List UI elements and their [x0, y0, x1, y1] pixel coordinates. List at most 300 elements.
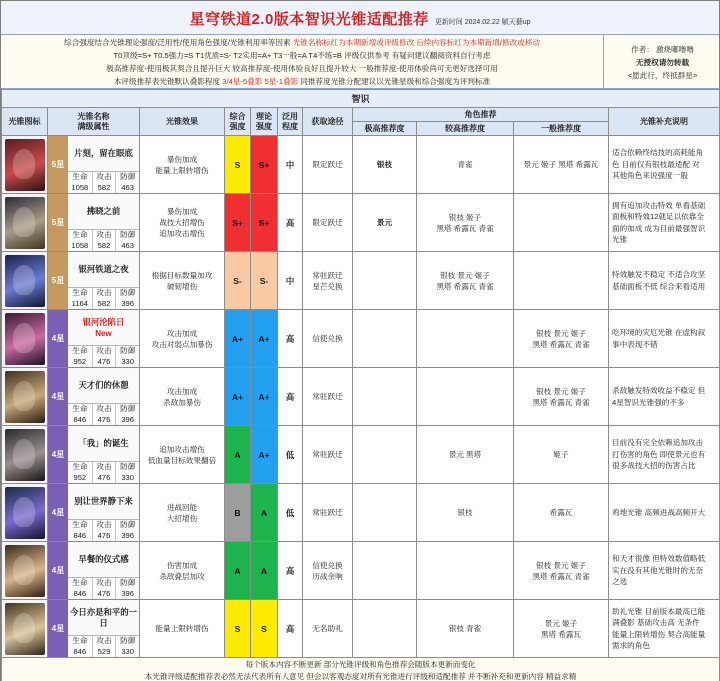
source-cell — [303, 600, 353, 658]
lightcone-name — [68, 252, 139, 287]
stat-def: 330 — [115, 357, 139, 368]
col-normal: 一般推荐度 — [514, 122, 609, 136]
table-body — [2, 136, 720, 658]
stat-hp: 846 — [73, 646, 87, 656]
comment-cell — [609, 252, 720, 310]
section-title: 智识 — [2, 90, 720, 108]
star-badge: 4星 — [48, 310, 68, 367]
rec-normal-cell-line: 景元 姬子 — [544, 618, 578, 628]
note-line-4 — [1, 77, 603, 87]
stat-def: 396 — [115, 299, 139, 310]
comment-cell — [609, 368, 720, 426]
stat-label-hp: 生命 — [72, 346, 88, 355]
effect-cell-line: 能量上限转增伤 — [155, 624, 209, 633]
stat-def: 396 — [115, 589, 139, 600]
rec-normal-cell — [514, 484, 609, 542]
comment-cell-line: 能量上限转增伤 契合高能量 — [612, 629, 706, 639]
rec-mid-cell — [417, 136, 514, 194]
lightcone-name — [68, 600, 139, 635]
table-row — [2, 426, 720, 484]
stat-label-hp: 生命 — [72, 230, 88, 239]
name-wrap — [48, 542, 139, 599]
lightcone-name-text: 银河铁道之夜 — [78, 264, 129, 274]
rec-mid-cell — [417, 484, 514, 542]
star-badge: 5星 — [48, 252, 68, 309]
stat-def: 463 — [115, 183, 139, 194]
rec-normal-cell — [514, 542, 609, 600]
source-cell-line: 常驻跃迁 — [312, 392, 343, 401]
col-general — [278, 108, 303, 136]
stat-label-hp: 生命 — [72, 578, 88, 587]
overall-tier: A — [225, 542, 251, 600]
lightcone-name-cell — [48, 484, 140, 542]
rec-normal-cell — [514, 194, 609, 252]
col-name-label: 光锥名称 — [77, 111, 110, 121]
rec-mid-cell-line: 银枝 — [457, 508, 473, 517]
stat-atk: 476 — [92, 531, 116, 542]
table-row — [2, 600, 720, 658]
stat-hp: 846 — [73, 588, 87, 598]
motto: <愿此行，终抵群星> — [627, 70, 698, 80]
source-cell — [303, 368, 353, 426]
name-right — [68, 368, 139, 425]
lightcone-icon-cell — [2, 252, 48, 310]
rec-high-cell — [353, 368, 417, 426]
footer-line-2: 本光锥评级适配推荐表必然无法代表所有人意见 但会以客观态度对所有光锥进行评级和适配推荐 并不断补充和更新内容 精益求精 — [144, 672, 577, 681]
effect-cell — [140, 368, 225, 426]
lightcone-portrait-icon — [5, 429, 45, 481]
star-badge: 5星 — [48, 136, 68, 193]
comment-cell — [609, 310, 720, 368]
lightcone-portrait-icon — [5, 255, 45, 307]
overall-tier: S+ — [225, 194, 251, 252]
col-mid: 较高推荐度 — [417, 122, 514, 136]
effect-cell-line: 杀敌叠层加攻 — [159, 571, 205, 581]
effect-cell — [140, 310, 225, 368]
comment-cell-line: 4星智识光锥强的不多 — [612, 397, 685, 407]
rec-mid-cell — [417, 542, 514, 600]
lightcone-name-cell — [48, 542, 140, 600]
table-row — [2, 310, 720, 368]
lightcone-icon-cell — [2, 368, 48, 426]
col-overall-sub: 强度 — [229, 121, 246, 131]
stat-atk: 476 — [92, 415, 116, 426]
col-comment: 光锥补充说明 — [609, 108, 720, 136]
comment-cell-line: 拥有追加攻击特效 单看基础 — [612, 200, 706, 210]
comment-cell-line: 之选 — [612, 577, 628, 587]
stat-grid — [68, 635, 139, 657]
stat-grid — [68, 461, 139, 483]
general-level: 中 — [278, 136, 303, 194]
comment-cell-line: 其他角色来说强度一般 — [612, 171, 688, 181]
note-line-1-text: 综合强度结合光锥理论强度/泛用性/使用角色强度/光锥利用率等因素 — [64, 37, 291, 47]
col-overall — [225, 108, 251, 136]
lightcone-portrait-icon — [5, 603, 45, 655]
stat-atk: 582 — [92, 183, 116, 194]
table-row — [2, 484, 720, 542]
lightcone-portrait-icon — [5, 197, 45, 249]
source-cell — [303, 542, 353, 600]
stat-atk: 476 — [92, 473, 116, 484]
stat-label-hp: 生命 — [72, 636, 88, 645]
effect-cell — [140, 194, 225, 252]
rec-normal-cell-line: 姬子 — [553, 450, 569, 459]
rec-mid-cell — [417, 426, 514, 484]
stat-grid — [68, 577, 139, 599]
stat-label-def: 防御 — [115, 346, 139, 357]
theory-tier: A+ — [251, 310, 278, 368]
source-cell — [303, 252, 353, 310]
rec-mid-cell — [417, 368, 514, 426]
lightcone-icon-cell — [2, 600, 48, 658]
stat-label-hp: 生命 — [72, 404, 88, 413]
rec-high-cell — [353, 484, 417, 542]
overall-tier: S — [225, 136, 251, 194]
rec-normal-cell-line: 黑塔 希露瓦 青雀 — [532, 339, 590, 349]
lightcone-icon-cell — [2, 426, 48, 484]
name-right — [68, 310, 139, 367]
rec-high-cell — [353, 194, 417, 252]
effect-cell-line: 战技大招增伤 — [159, 218, 205, 227]
stat-label-def: 防御 — [115, 172, 139, 183]
rec-high-cell — [353, 136, 417, 194]
source-cell-line: 历战余响 — [312, 571, 343, 581]
name-wrap — [48, 252, 139, 309]
stat-def: 330 — [115, 647, 139, 658]
rec-high-cell — [353, 310, 417, 368]
comment-cell — [609, 136, 720, 194]
overall-tier: A+ — [225, 310, 251, 368]
rec-normal-cell-line: 银枝 景元 姬子 — [536, 560, 586, 570]
lightcone-table — [1, 89, 720, 681]
stat-grid — [68, 345, 139, 367]
comment-cell-line: 面的加成 成为目前最强智识 — [612, 223, 706, 233]
effect-cell — [140, 252, 225, 310]
stat-hp: 1058 — [71, 240, 89, 250]
rec-normal-cell-line: 黑塔 希露瓦 — [540, 629, 582, 639]
stat-label-def: 防御 — [115, 462, 139, 473]
stat-hp: 846 — [73, 414, 87, 424]
col-theory-label: 理论 — [256, 111, 272, 121]
effect-cell-line: 进战回能 — [166, 502, 198, 512]
stat-hp: 846 — [73, 530, 87, 540]
note-line-1 — [1, 38, 603, 48]
comment-cell-line: 适合依赖终结技的高耗能角 — [612, 148, 704, 158]
comment-cell-line: 吃环境的灾厄光锥 在虚构叙 — [612, 328, 706, 337]
rec-mid-cell-line: 银枝 姬子 — [448, 212, 482, 222]
name-wrap — [48, 368, 139, 425]
comment-cell-line: 鸡地光锥 高频进战高频开大 — [612, 507, 706, 517]
update-time: 更新时间 2024.02.22 賦天藝up — [434, 19, 531, 26]
rec-normal-cell — [514, 600, 609, 658]
rec-mid-cell — [417, 600, 514, 658]
lightcone-name-cell — [48, 368, 140, 426]
rec-high-cell — [353, 542, 417, 600]
repost-notice: 无授权请勿转载 — [635, 57, 690, 67]
comment-cell-line: 助礼光锥 目前版本最高已能 — [612, 606, 706, 616]
overall-tier: S — [225, 600, 251, 658]
stat-grid — [68, 519, 139, 541]
rec-mid-cell-line: 青雀 — [457, 160, 473, 169]
effect-cell-line: 杀敌加暴伤 — [163, 397, 201, 407]
source-cell-line: 常驻跃迁 — [312, 508, 343, 517]
stat-label-atk: 攻击 — [92, 462, 116, 473]
rec-mid-cell — [417, 310, 514, 368]
source-cell — [303, 310, 353, 368]
lightcone-name-cell — [48, 136, 140, 194]
lightcone-icon-cell — [2, 484, 48, 542]
col-effect: 光锥效果 — [140, 108, 225, 136]
stat-atk: 582 — [92, 299, 116, 310]
effect-cell — [140, 484, 225, 542]
stat-grid — [68, 403, 139, 425]
note-line-3: 极高推荐度-使用极其契合且提升巨大 较高推荐度-使用体验良好且提升较大 一般推荐度-使用体验尚可无更好选择可用 — [106, 63, 498, 73]
rec-mid-cell — [417, 252, 514, 310]
title-bar — [1, 1, 719, 35]
effect-cell-line: 追加攻击增伤 — [159, 444, 205, 454]
stat-grid — [68, 171, 139, 193]
general-level: 高 — [278, 194, 303, 252]
stat-label-atk: 攻击 — [92, 288, 116, 299]
general-level: 高 — [278, 310, 303, 368]
rec-normal-cell-line: 银枝 景元 姬子 — [536, 386, 586, 396]
notes-block — [1, 35, 603, 89]
lightcone-name-text: 拂晓之前 — [86, 206, 121, 216]
header-notes — [1, 35, 719, 89]
effect-cell-line: 根据目标数量加攻 — [151, 270, 213, 280]
source-cell-line: 无名助礼 — [312, 624, 343, 633]
lightcone-portrait-icon — [5, 313, 45, 365]
stat-hp: 1164 — [71, 298, 88, 308]
stat-atk: 582 — [92, 241, 116, 252]
comment-cell — [609, 426, 720, 484]
comment-cell — [609, 194, 720, 252]
lightcone-name-text: 天才们的休憩 — [78, 380, 129, 390]
name-wrap — [48, 600, 139, 657]
source-cell-line: 常驻跃迁 — [312, 450, 343, 459]
stat-grid — [68, 229, 139, 251]
rec-high-cell-line: 景元 — [376, 218, 393, 227]
name-wrap — [48, 310, 139, 367]
source-cell — [303, 194, 353, 252]
source-cell-line: 星芒兑换 — [312, 281, 343, 291]
comment-cell — [609, 600, 720, 658]
stat-label-def: 防御 — [115, 288, 139, 299]
lightcone-name — [68, 194, 139, 229]
rec-high-cell — [353, 426, 417, 484]
rec-mid-cell-line: 银枝 景元 姬子 — [440, 270, 490, 280]
stat-atk: 529 — [92, 647, 116, 658]
stat-hp: 1058 — [71, 182, 89, 192]
rec-normal-cell-line: 黑塔 希露瓦 青雀 — [532, 397, 590, 407]
rec-normal-cell-line: 黑塔 希露瓦 青雀 — [532, 571, 590, 581]
comment-cell-line: 特效触发不稳定 不适合攻坚 — [612, 270, 706, 279]
name-wrap — [48, 484, 139, 541]
star-badge: 4星 — [48, 600, 68, 657]
author-name: 激烧嘟噜噜 — [655, 44, 694, 54]
name-wrap — [48, 426, 139, 483]
col-name — [48, 108, 140, 136]
table-row — [2, 542, 720, 600]
lightcone-name — [68, 426, 139, 461]
comment-cell-line: 满叠影 基础攻击高 无条件 — [612, 618, 700, 627]
effect-cell — [140, 600, 225, 658]
table-row — [2, 194, 720, 252]
lightcone-name-cell — [48, 426, 140, 484]
stat-grid — [68, 287, 139, 309]
rec-mid-cell — [417, 194, 514, 252]
effect-cell-line: 追加攻击增伤 — [159, 229, 205, 238]
theory-tier: A+ — [251, 426, 278, 484]
stat-atk: 476 — [92, 357, 116, 368]
footer-notes — [2, 658, 720, 681]
lightcone-portrait-icon — [5, 487, 45, 539]
rec-high-cell — [353, 252, 417, 310]
effect-cell-line: 低血量目标效果翻倍 — [147, 455, 217, 465]
effect-cell-line: 暴伤加成 — [166, 154, 198, 164]
col-icon: 光锥图标 — [2, 108, 48, 136]
rec-normal-cell — [514, 368, 609, 426]
comment-cell-line: 基础面板不低 综合来看适用 — [612, 281, 706, 291]
rec-normal-cell-line: 景元 姬子 黑塔 希露瓦 — [523, 160, 599, 169]
col-name-sub: 满级属性 — [77, 121, 110, 131]
rec-normal-cell — [514, 136, 609, 194]
rec-high-cell-line: 银枝 — [376, 160, 393, 169]
col-overall-label: 综合 — [229, 111, 246, 121]
stat-def: 396 — [115, 415, 139, 426]
lightcone-portrait-icon — [5, 371, 45, 423]
col-high: 极高推荐度 — [353, 122, 417, 136]
lightcone-icon-cell — [2, 310, 48, 368]
col-general-label: 泛用 — [282, 111, 298, 121]
note-line-4-red: 3/4星-5叠影 5星-1叠影 — [222, 76, 299, 86]
source-cell-line: 限定跃迁 — [312, 160, 343, 169]
col-theory-sub: 强度 — [256, 121, 272, 131]
theory-tier: A — [251, 484, 278, 542]
rec-high-cell — [353, 600, 417, 658]
stat-label-hp: 生命 — [72, 520, 88, 529]
lightcone-name — [68, 542, 139, 577]
source-cell-line: 限定跃迁 — [312, 218, 343, 227]
comment-cell-line: 打伤害的角色 即使景元也有 — [612, 449, 706, 459]
rec-normal-cell — [514, 426, 609, 484]
note-line-4-text-a: 本评级推荐表光锥默认叠影程度 — [113, 76, 221, 86]
col-theory — [251, 108, 278, 136]
comment-cell-line: 很多战技大招的伤害占比 — [612, 461, 696, 471]
table-row — [2, 252, 720, 310]
stat-label-atk: 攻击 — [92, 636, 116, 647]
col-general-sub: 程度 — [282, 121, 298, 131]
lightcone-portrait-icon — [5, 139, 45, 191]
comment-cell — [609, 484, 720, 542]
table-row — [2, 136, 720, 194]
name-right — [68, 542, 139, 599]
name-right — [68, 252, 139, 309]
overall-tier: A+ — [225, 368, 251, 426]
source-cell-line: 信使兑换 — [312, 560, 343, 570]
name-wrap — [48, 194, 139, 251]
overall-tier: S- — [225, 252, 251, 310]
comment-cell-line: 光锥 — [612, 235, 628, 244]
stat-def: 396 — [115, 531, 139, 542]
footer-line-1: 每个版本内容不断更新 部分光锥评级和角色推荐会随版本更新而变化 — [245, 660, 476, 669]
lightcone-name-cell — [48, 252, 140, 310]
lightcone-icon-cell — [2, 136, 48, 194]
lightcone-name-text: 银河沦陷日 — [82, 316, 125, 327]
comment-cell-line: 目前没有完全依赖追加攻击 — [612, 438, 704, 448]
comment-cell-line: 事中表现不错 — [612, 339, 658, 349]
effect-cell-line: 攻击加成 — [166, 328, 198, 338]
theory-tier: S+ — [251, 194, 278, 252]
comment-cell-line: 实在没有其他光锥时的无奈 — [612, 565, 704, 575]
source-cell-line: 信使兑换 — [312, 334, 343, 343]
stat-hp: 952 — [73, 472, 87, 482]
name-right — [68, 136, 139, 193]
star-badge: 5星 — [48, 194, 68, 251]
source-cell — [303, 136, 353, 194]
name-right — [68, 600, 139, 657]
rec-mid-cell-line: 黑塔 希露瓦 青雀 — [436, 223, 494, 233]
stat-label-atk: 攻击 — [92, 404, 116, 415]
comment-cell — [609, 542, 720, 600]
effect-cell-line: 破韧增伤 — [166, 281, 198, 291]
table-row — [2, 368, 720, 426]
name-wrap — [48, 136, 139, 193]
author-label: 作者： — [631, 44, 654, 54]
theory-tier: A — [251, 542, 278, 600]
effect-cell-line: 暴伤加成 — [166, 207, 198, 216]
stat-label-def: 防御 — [115, 636, 139, 647]
theory-tier: A+ — [251, 368, 278, 426]
general-level: 低 — [278, 426, 303, 484]
stat-label-def: 防御 — [115, 404, 139, 415]
source-cell — [303, 484, 353, 542]
stat-label-def: 防御 — [115, 230, 139, 241]
comment-cell-line: 和天才很像 但特效数值略低 — [612, 554, 706, 564]
stat-label-atk: 攻击 — [92, 346, 116, 357]
stat-label-hp: 生命 — [72, 288, 88, 297]
general-level: 高 — [278, 542, 303, 600]
theory-tier: S — [251, 600, 278, 658]
lightcone-name-text: 早餐的仪式感 — [78, 554, 129, 564]
stat-label-atk: 攻击 — [92, 520, 116, 531]
general-level: 中 — [278, 252, 303, 310]
lightcone-name-cell — [48, 600, 140, 658]
general-level: 低 — [278, 484, 303, 542]
theory-tier: S- — [251, 252, 278, 310]
comment-cell-line: 色 目前仅有银枝最适配 对 — [612, 159, 700, 169]
stat-hp: 952 — [73, 356, 87, 366]
source-cell — [303, 426, 353, 484]
effect-cell-line: 攻击对弱点加暴伤 — [151, 339, 213, 349]
effect-cell-line: 伤害加成 — [166, 560, 198, 570]
comment-cell-line: 杀敌触发特效收益不稳定 但 — [612, 386, 706, 395]
name-right — [68, 426, 139, 483]
page-title: 星穹铁道2.0版本智识光锥适配推荐 — [189, 11, 429, 28]
name-right — [68, 194, 139, 251]
stat-label-hp: 生命 — [72, 172, 88, 181]
rec-mid-cell-line: 银枝 青雀 — [448, 624, 482, 633]
note-line-2: T0顶级=S+ T0.5强力=S T1优质=S- T2实用=A+ T3一般=A T4不练=B 评级仅供参考 有疑问建议翻阅资料自行考虑 — [113, 50, 491, 60]
stat-label-def: 防御 — [115, 520, 139, 531]
source-cell-line: 常驻跃迁 — [312, 270, 343, 280]
effect-cell — [140, 426, 225, 484]
lightcone-name-cell — [48, 194, 140, 252]
stat-label-def: 防御 — [115, 578, 139, 589]
stat-label-atk: 攻击 — [92, 172, 116, 183]
effect-cell-line: 大招增伤 — [166, 513, 198, 523]
rec-mid-cell-line: 景元 黑塔 — [448, 450, 482, 459]
